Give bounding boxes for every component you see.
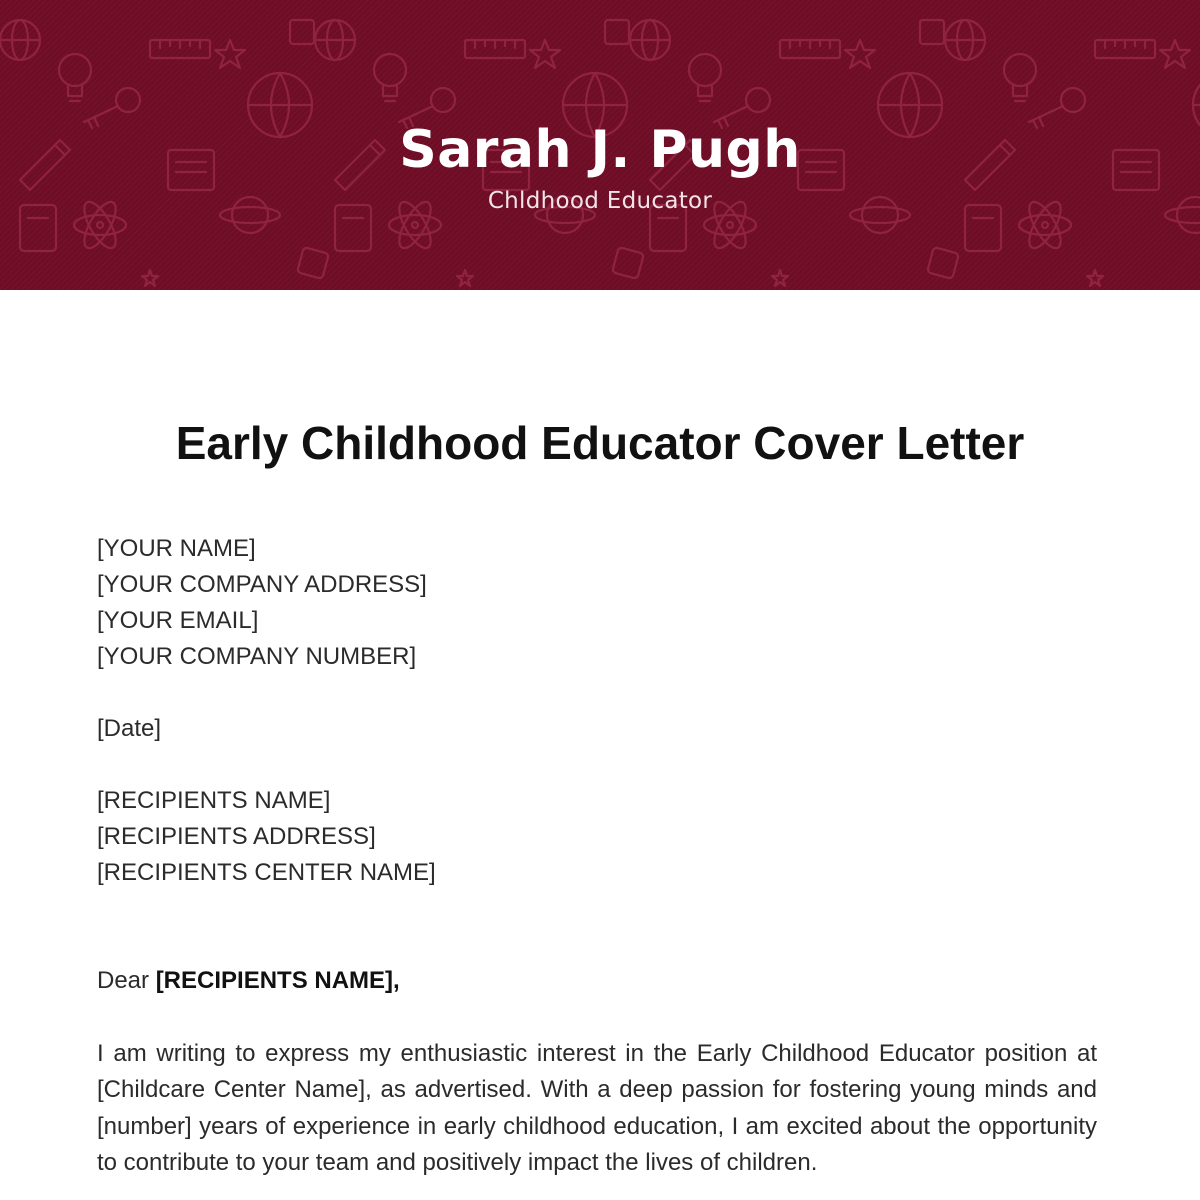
recipient-name: [RECIPIENTS NAME] <box>97 787 331 814</box>
header-role: Chldhood Educator <box>487 188 713 214</box>
recipient-center: [RECIPIENTS CENTER NAME] <box>97 859 436 886</box>
recipient-address: [RECIPIENTS ADDRESS] <box>97 823 376 850</box>
body-paragraph: I am writing to express my enthusiastic interest in the Early Childhood Educator position at [Childcare Center Name], as advertised. With a deep passion for fostering young minds and [number] years of experience in early childhood education, I am excited about the opportunity to contribute to your team and positively impact the lives of children. <box>97 1040 1097 1176</box>
document-title: Early Childhood Educator Cover Letter <box>175 417 1025 469</box>
sender-email: [YOUR EMAIL] <box>97 607 259 634</box>
sender-number: [YOUR COMPANY NUMBER] <box>97 643 417 670</box>
salutation-recipient: [RECIPIENTS NAME], <box>155 967 400 994</box>
header-banner <box>0 0 1200 290</box>
letter-date: [Date] <box>97 715 162 742</box>
salutation-prefix: Dear <box>97 967 156 994</box>
sender-address: [YOUR COMPANY ADDRESS] <box>97 571 427 598</box>
salutation <box>97 966 400 996</box>
header-name: Sarah J. Pugh <box>399 120 801 180</box>
sender-name: [YOUR NAME] <box>97 535 256 562</box>
